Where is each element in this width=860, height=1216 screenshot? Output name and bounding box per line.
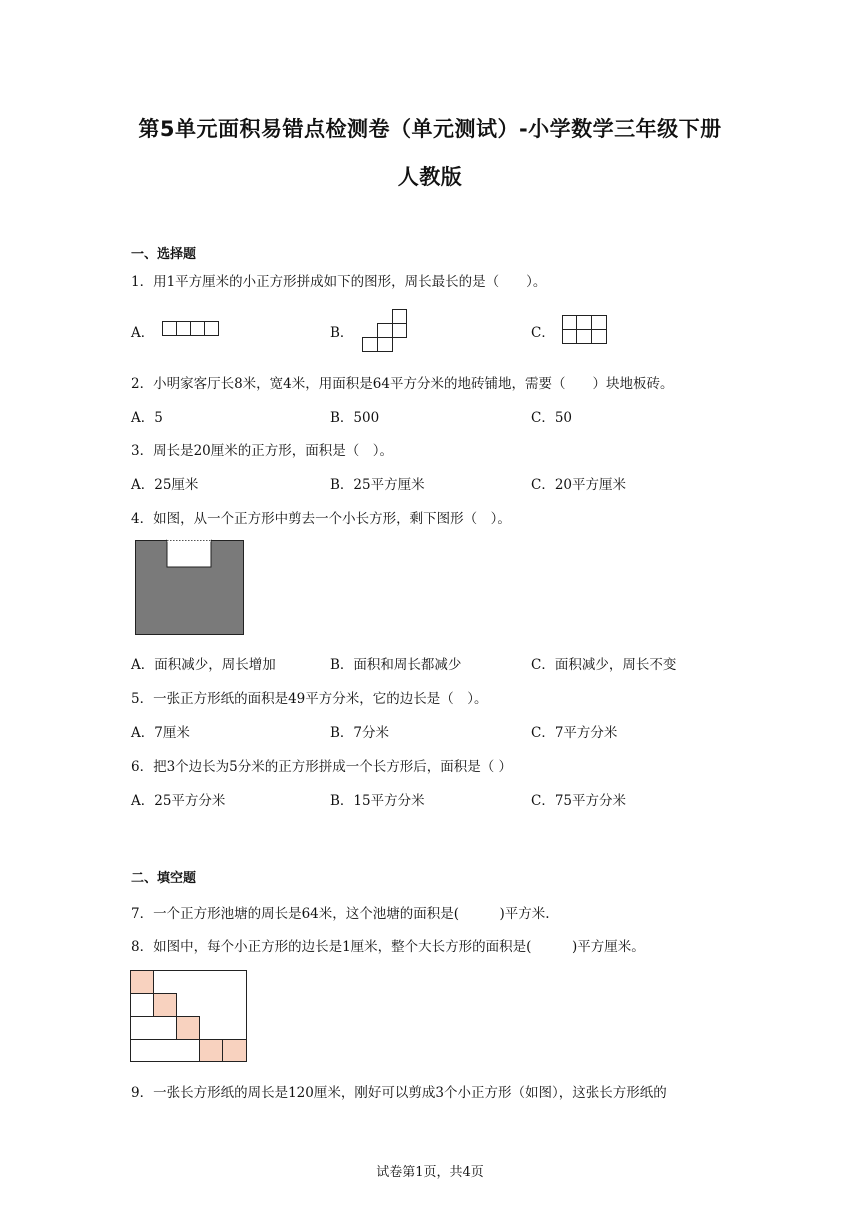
question-6: 6．把3个边长为5分米的正方形拼成一个长方形后，面积是（ ） [131,759,513,775]
question-5: 5．一张正方形纸的面积是49平方分米，它的边长是（ ）。 [131,691,488,707]
question-7: 7．一个正方形池塘的周长是64米，这个池塘的面积是( )平方米. [131,906,550,922]
q8-figure-staircase [130,970,250,1064]
q3-option-c: C．20平方厘米 [531,477,627,493]
page-title-line2: 人教版 [397,165,463,189]
q1-option-b: B． [330,325,354,341]
q1-figure-c [562,315,610,347]
q1-option-a: A． [131,325,155,341]
q4-option-c: C．面积减少，周长不变 [531,657,677,673]
page-footer: 试卷第1页，共4页 [376,1165,484,1180]
q1-figure-b [362,309,410,355]
q6-option-a: A．25平方分米 [131,793,226,809]
q3-option-b: B．25平方厘米 [330,477,425,493]
q2-option-a: A．5 [131,410,163,426]
q4-figure-cut-square [135,540,245,636]
q5-option-c: C．7平方分米 [531,725,618,741]
q4-option-a: A．面积减少，周长增加 [131,657,276,673]
question-2: 2．小明家客厅长8米，宽4米，用面积是64平方分米的地砖铺地，需要（ ）块地板砖。 [131,376,674,392]
question-8: 8．如图中，每个小正方形的边长是1厘米，整个大长方形的面积是( )平方厘米。 [131,939,645,955]
section-heading-choice: 一、选择题 [131,247,197,262]
question-4: 4．如图，从一个正方形中剪去一个小长方形，剩下图形（ ）。 [131,511,511,527]
question-3: 3．周长是20厘米的正方形，面积是（ ）。 [131,443,394,459]
q6-option-c: C．75平方分米 [531,793,627,809]
q4-option-b: B．面积和周长都减少 [330,657,462,673]
q3-option-a: A．25厘米 [131,477,199,493]
q2-option-b: B．500 [330,410,380,426]
question-9: 9．一张长方形纸的周长是120厘米，刚好可以剪成3个小正方形（如图），这张长方形纸的 [131,1085,667,1101]
q1-option-c: C． [531,325,555,341]
question-1: 1．用1平方厘米的小正方形拼成如下的图形，周长最长的是（ ）。 [131,274,547,290]
q5-option-a: A．7厘米 [131,725,190,741]
q2-option-c: C．50 [531,410,573,426]
q6-option-b: B．15平方分米 [330,793,425,809]
page-title: 第5单元面积易错点检测卷（单元测试）-小学数学三年级下册 [138,117,722,141]
section-heading-fill: 二、填空题 [131,871,197,886]
q5-option-b: B．7分米 [330,725,390,741]
q1-figure-a [162,321,222,339]
